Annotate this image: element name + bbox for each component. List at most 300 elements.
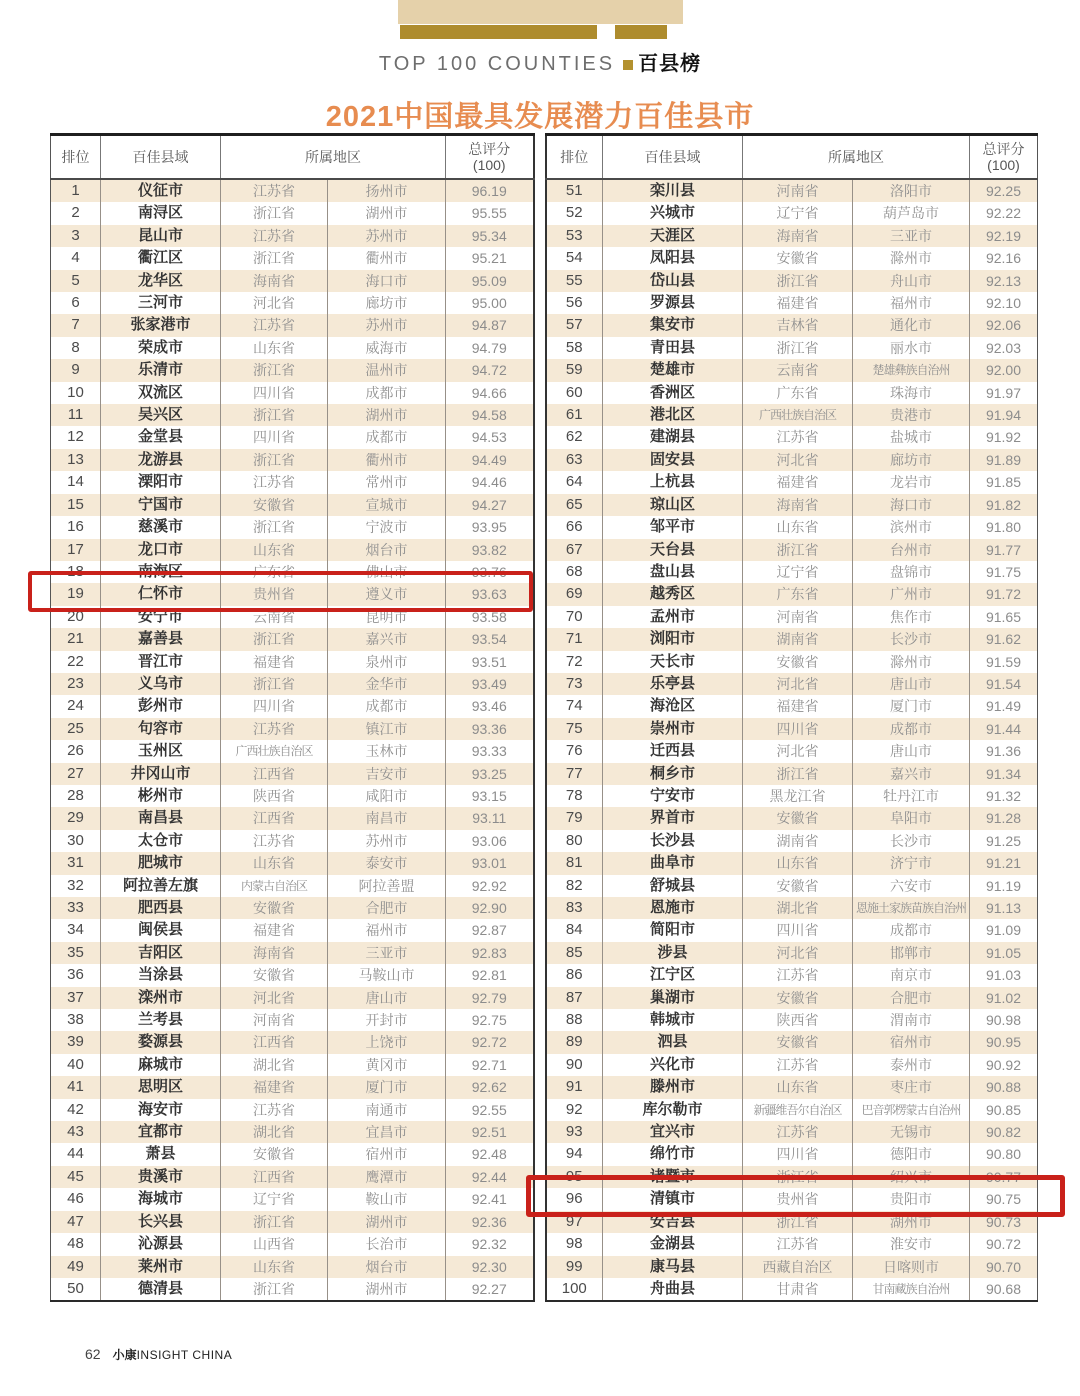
cell-rank: 88 [565,1011,583,1029]
magazine-name-en: INSIGHT CHINA [136,1348,233,1362]
cell-county: 麻城市 [101,1054,221,1076]
cell-city: 楚雄彝族自治州 [853,359,970,381]
cell-rank: 82 [565,876,583,894]
cell-city: 湖州市 [328,202,446,224]
cell-city: 海口市 [853,494,970,516]
cell-county: 萧县 [101,1143,221,1165]
cell-province: 江苏省 [221,314,328,336]
table-row [546,292,1038,314]
cell-county: 龙游县 [101,449,221,471]
cell-rank: 53 [565,226,583,244]
cell-city: 衢州市 [328,247,446,269]
cell-rank: 50 [67,1279,84,1297]
cell-province: 福建省 [221,651,328,673]
cell-rank: 13 [67,450,84,468]
cell-province: 贵州省 [221,583,328,605]
cell-province: 山东省 [221,539,328,561]
cell-province: 浙江省 [221,202,328,224]
cell-province: 江苏省 [221,179,328,202]
cell-county: 天台县 [603,539,743,561]
cell-city: 烟台市 [328,1256,446,1278]
table-row [546,179,1038,202]
cell-province: 安徽省 [221,964,328,986]
cell-province: 内蒙古自治区 [221,875,328,897]
cell-city: 舟山市 [853,270,970,292]
cell-province: 山东省 [743,852,853,874]
cell-province: 江苏省 [743,1233,853,1255]
cell-county: 宜兴市 [603,1121,743,1143]
cell-city: 苏州市 [328,830,446,852]
cell-province: 安徽省 [221,897,328,919]
cell-province: 安徽省 [743,1031,853,1053]
cell-rank: 2 [71,204,80,222]
cell-county: 思明区 [101,1076,221,1098]
cell-province: 浙江省 [221,1278,328,1301]
cell-city: 宜昌市 [328,1121,446,1143]
cell-rank: 40 [67,1055,84,1073]
cell-score: 92.06 [970,314,1038,336]
cell-province: 河北省 [743,673,853,695]
table-row [51,1278,534,1301]
cell-county: 吴兴区 [101,404,221,426]
cell-score: 92.81 [446,964,534,986]
table-header-row [51,135,534,180]
cell-province: 山东省 [221,337,328,359]
cell-score: 92.83 [446,942,534,964]
cell-score: 91.32 [970,785,1038,807]
cell-province: 山东省 [743,1076,853,1098]
cell-county: 香洲区 [603,382,743,404]
cell-score: 90.92 [970,1054,1038,1076]
cell-county: 嘉善县 [101,628,221,650]
cell-city: 无锡市 [853,1121,970,1143]
cell-province: 贵州省 [743,1188,853,1210]
cell-province: 浙江省 [221,449,328,471]
cell-county: 句容市 [101,718,221,740]
table-row [51,292,534,314]
cell-score: 92.25 [970,179,1038,202]
table-row [546,673,1038,695]
table-row [51,830,534,852]
cell-score: 91.44 [970,718,1038,740]
cell-city: 成都市 [328,382,446,404]
cell-county: 浏阳市 [603,628,743,650]
cell-score: 92.03 [970,337,1038,359]
cell-city: 阜阳市 [853,807,970,829]
cell-province: 辽宁省 [743,561,853,583]
table-row [51,763,534,785]
cell-province: 浙江省 [221,359,328,381]
cell-province: 浙江省 [221,1211,328,1233]
cell-rank: 71 [565,630,583,648]
cell-county: 太仓市 [101,830,221,852]
banner-gold-bar [400,25,597,39]
cell-city: 贵港市 [853,404,970,426]
cell-city: 福州市 [853,292,970,314]
table-row [51,1031,534,1053]
cell-rank: 23 [67,674,84,692]
cell-province: 安徽省 [743,247,853,269]
table-row [546,1233,1038,1255]
cell-score: 93.76 [446,561,534,583]
table-row [546,449,1038,471]
cell-rank: 57 [565,316,583,334]
cell-province: 广西壮族自治区 [221,740,328,762]
cell-rank: 12 [67,428,84,446]
cell-province: 海南省 [743,494,853,516]
cell-rank: 29 [67,809,84,827]
cell-county: 仪征市 [101,179,221,202]
cell-rank: 63 [565,450,583,468]
cell-province: 广东省 [221,561,328,583]
cell-score: 93.95 [446,516,534,538]
cell-city: 湖州市 [328,1211,446,1233]
cell-rank: 37 [67,988,84,1006]
cell-score: 92.27 [446,1278,534,1301]
cell-province: 新疆维吾尔自治区 [743,1099,853,1121]
cell-rank: 27 [67,764,84,782]
cell-rank: 67 [565,540,583,558]
cell-province: 河北省 [743,740,853,762]
cell-score: 91.72 [970,583,1038,605]
cell-score: 93.63 [446,583,534,605]
cell-county: 上杭县 [603,471,743,493]
table-row [546,539,1038,561]
cell-score: 92.90 [446,897,534,919]
cell-city: 廊坊市 [853,449,970,471]
table-row [546,964,1038,986]
cell-city: 上饶市 [328,1031,446,1053]
table-row [546,225,1038,247]
table-row [546,919,1038,941]
cell-county: 南昌县 [101,807,221,829]
col-header-score: 总评分 (100) [970,135,1038,180]
cell-city: 葫芦岛市 [853,202,970,224]
cell-score: 91.54 [970,673,1038,695]
cell-province: 江西省 [221,1166,328,1188]
cell-province: 山东省 [221,1256,328,1278]
cell-rank: 39 [67,1033,84,1051]
cell-rank: 73 [565,674,583,692]
cell-province: 四川省 [743,718,853,740]
cell-rank: 79 [565,809,583,827]
cell-city: 海口市 [328,270,446,292]
cell-city: 湖州市 [328,404,446,426]
cell-county: 贵溪市 [101,1166,221,1188]
cell-score: 94.27 [446,494,534,516]
cell-county: 海沧区 [603,695,743,717]
cell-rank: 47 [67,1212,84,1230]
col-header-rank: 排位 [546,135,603,180]
cell-score: 90.75 [970,1188,1038,1210]
cell-city: 成都市 [853,718,970,740]
cell-county: 安吉县 [603,1211,743,1233]
cell-city: 福州市 [328,919,446,941]
cell-city: 六安市 [853,875,970,897]
cell-city: 南昌市 [328,807,446,829]
col-header-county: 百佳县域 [101,135,221,180]
cell-county: 闽侯县 [101,919,221,941]
table-row [546,583,1038,605]
cell-score: 92.92 [446,875,534,897]
cell-city: 宁波市 [328,516,446,538]
cell-rank: 61 [565,406,583,424]
cell-province: 江西省 [221,807,328,829]
cell-rank: 9 [71,361,80,379]
cell-city: 恩施土家族苗族自治州 [853,897,970,919]
cell-county: 琼山区 [603,494,743,516]
table-row [51,225,534,247]
cell-rank: 48 [67,1235,84,1253]
table-row [546,382,1038,404]
cell-city: 滁州市 [853,247,970,269]
cell-city: 滨州市 [853,516,970,538]
cell-county: 岱山县 [603,270,743,292]
cell-rank: 46 [67,1190,84,1208]
cell-county: 凤阳县 [603,247,743,269]
cell-score: 91.59 [970,651,1038,673]
cell-county: 巢湖市 [603,987,743,1009]
page-footer [85,1346,232,1363]
ranking-tables [50,133,1038,1302]
cell-score: 95.09 [446,270,534,292]
cell-county: 宁安市 [603,785,743,807]
cell-city: 牡丹江市 [853,785,970,807]
cell-score: 92.36 [446,1211,534,1233]
table-header-row [546,135,1038,180]
table-row [51,651,534,673]
cell-province: 浙江省 [221,247,328,269]
cell-province: 江苏省 [743,1121,853,1143]
cell-county: 滕州市 [603,1076,743,1098]
cell-rank: 18 [67,562,84,580]
cell-rank: 68 [565,562,583,580]
table-row [51,426,534,448]
cell-rank: 55 [565,271,583,289]
col-header-score: 总评分 (100) [446,135,534,180]
cell-rank: 65 [565,495,583,513]
table-row [546,1099,1038,1121]
cell-province: 辽宁省 [743,202,853,224]
cell-province: 黑龙江省 [743,785,853,807]
cell-city: 枣庄市 [853,1076,970,1098]
table-row [51,1121,534,1143]
table-row [51,606,534,628]
cell-province: 四川省 [221,695,328,717]
table-row [51,852,534,874]
table-row [546,270,1038,292]
cell-province: 浙江省 [221,516,328,538]
cell-county: 固安县 [603,449,743,471]
cell-score: 92.72 [446,1031,534,1053]
cell-county: 曲阜市 [603,852,743,874]
cell-rank: 1 [71,182,80,199]
table-row [51,695,534,717]
table-row [51,247,534,269]
table-row [546,695,1038,717]
cell-city: 厦门市 [328,1076,446,1098]
cell-score: 91.49 [970,695,1038,717]
cell-county: 乐亭县 [603,673,743,695]
cell-province: 湖北省 [743,897,853,919]
cell-county: 肥西县 [101,897,221,919]
cell-score: 90.88 [970,1076,1038,1098]
table-row [51,718,534,740]
cell-province: 浙江省 [221,628,328,650]
table-row [546,740,1038,762]
cell-rank: 98 [565,1235,583,1253]
cell-rank: 25 [67,719,84,737]
cell-score: 93.15 [446,785,534,807]
cell-rank: 41 [67,1078,84,1096]
cell-score: 90.95 [970,1031,1038,1053]
cell-rank: 58 [565,338,583,356]
table-row [546,807,1038,829]
cell-rank: 100 [561,1279,587,1297]
cell-county: 滦州市 [101,987,221,1009]
cell-county: 邹平市 [603,516,743,538]
cell-city: 苏州市 [328,314,446,336]
cell-county: 双流区 [101,382,221,404]
cell-score: 96.19 [446,179,534,202]
cell-province: 四川省 [221,382,328,404]
cell-city: 宿州市 [328,1143,446,1165]
cell-rank: 59 [565,361,583,379]
cell-rank: 11 [67,406,84,424]
cell-city: 嘉兴市 [328,628,446,650]
col-header-region: 所属地区 [743,135,970,180]
cell-province: 浙江省 [743,539,853,561]
table-row [546,718,1038,740]
cell-score: 90.80 [970,1143,1038,1165]
cell-score: 91.85 [970,471,1038,493]
cell-county: 沁源县 [101,1233,221,1255]
table-row [51,561,534,583]
section-banner [0,47,1080,76]
cell-city: 佛山市 [328,561,446,583]
cell-county: 宜都市 [101,1121,221,1143]
cell-score: 93.11 [446,807,534,829]
table-row [546,247,1038,269]
table-row [546,1009,1038,1031]
cell-score: 92.48 [446,1143,534,1165]
cell-rank: 44 [67,1145,84,1163]
cell-county: 韩城市 [603,1009,743,1031]
table-row [51,1166,534,1188]
cell-city: 焦作市 [853,606,970,628]
cell-city: 通化市 [853,314,970,336]
cell-county: 金堂县 [101,426,221,448]
cell-score: 91.09 [970,919,1038,941]
cell-county: 恩施市 [603,897,743,919]
cell-rank: 3 [71,226,80,244]
cell-score: 92.32 [446,1233,534,1255]
cell-rank: 64 [565,473,583,491]
cell-city: 宿州市 [853,1031,970,1053]
cell-city: 渭南市 [853,1009,970,1031]
cell-score: 94.79 [446,337,534,359]
cell-score: 90.77 [970,1166,1038,1188]
cell-county: 兰考县 [101,1009,221,1031]
cell-province: 江苏省 [743,426,853,448]
table-row [51,1256,534,1278]
cell-county: 海城市 [101,1188,221,1210]
cell-city: 镇江市 [328,718,446,740]
cell-province: 河南省 [743,606,853,628]
cell-rank: 72 [565,652,583,670]
cell-rank: 76 [565,742,583,760]
cell-rank: 14 [67,473,84,491]
cell-city: 台州市 [853,539,970,561]
cell-province: 江苏省 [221,830,328,852]
cell-county: 莱州市 [101,1256,221,1278]
cell-score: 91.92 [970,426,1038,448]
cell-province: 福建省 [221,919,328,941]
cell-county: 慈溪市 [101,516,221,538]
cell-city: 宣城市 [328,494,446,516]
cell-county: 德清县 [101,1278,221,1301]
table-row [51,404,534,426]
table-row [51,1099,534,1121]
cell-score: 91.13 [970,897,1038,919]
cell-city: 衢州市 [328,449,446,471]
table-row [51,270,534,292]
cell-county: 衢江区 [101,247,221,269]
cell-rank: 70 [565,607,583,625]
cell-province: 江苏省 [221,718,328,740]
cell-county: 天涯区 [603,225,743,247]
cell-rank: 43 [67,1123,84,1141]
cell-county: 龙口市 [101,539,221,561]
cell-province: 山西省 [221,1233,328,1255]
cell-province: 安徽省 [221,494,328,516]
cell-rank: 30 [67,831,84,849]
cell-rank: 75 [565,719,583,737]
cell-county: 天长市 [603,651,743,673]
cell-county: 库尔勒市 [603,1099,743,1121]
cell-province: 浙江省 [743,270,853,292]
cell-province: 浙江省 [743,1166,853,1188]
table-row [51,1076,534,1098]
table-row [51,337,534,359]
table-row [546,606,1038,628]
table-row [546,314,1038,336]
cell-rank: 28 [67,786,84,804]
cell-province: 四川省 [743,919,853,941]
cell-city: 鞍山市 [328,1188,446,1210]
cell-score: 91.36 [970,740,1038,762]
cell-rank: 16 [67,518,84,536]
cell-rank: 26 [67,742,84,760]
table-row [546,561,1038,583]
cell-score: 93.54 [446,628,534,650]
cell-county: 崇州市 [603,718,743,740]
cell-rank: 35 [67,943,84,961]
table-row [51,942,534,964]
cell-city: 长治市 [328,1233,446,1255]
table-row [546,628,1038,650]
col-header-region: 所属地区 [221,135,446,180]
cell-county: 舒城县 [603,875,743,897]
cell-score: 93.49 [446,673,534,695]
cell-rank: 22 [67,652,84,670]
cell-province: 吉林省 [743,314,853,336]
cell-county: 界首市 [603,807,743,829]
table-row [51,471,534,493]
table-row [51,1054,534,1076]
cell-rank: 60 [565,383,583,401]
cell-province: 山东省 [221,852,328,874]
